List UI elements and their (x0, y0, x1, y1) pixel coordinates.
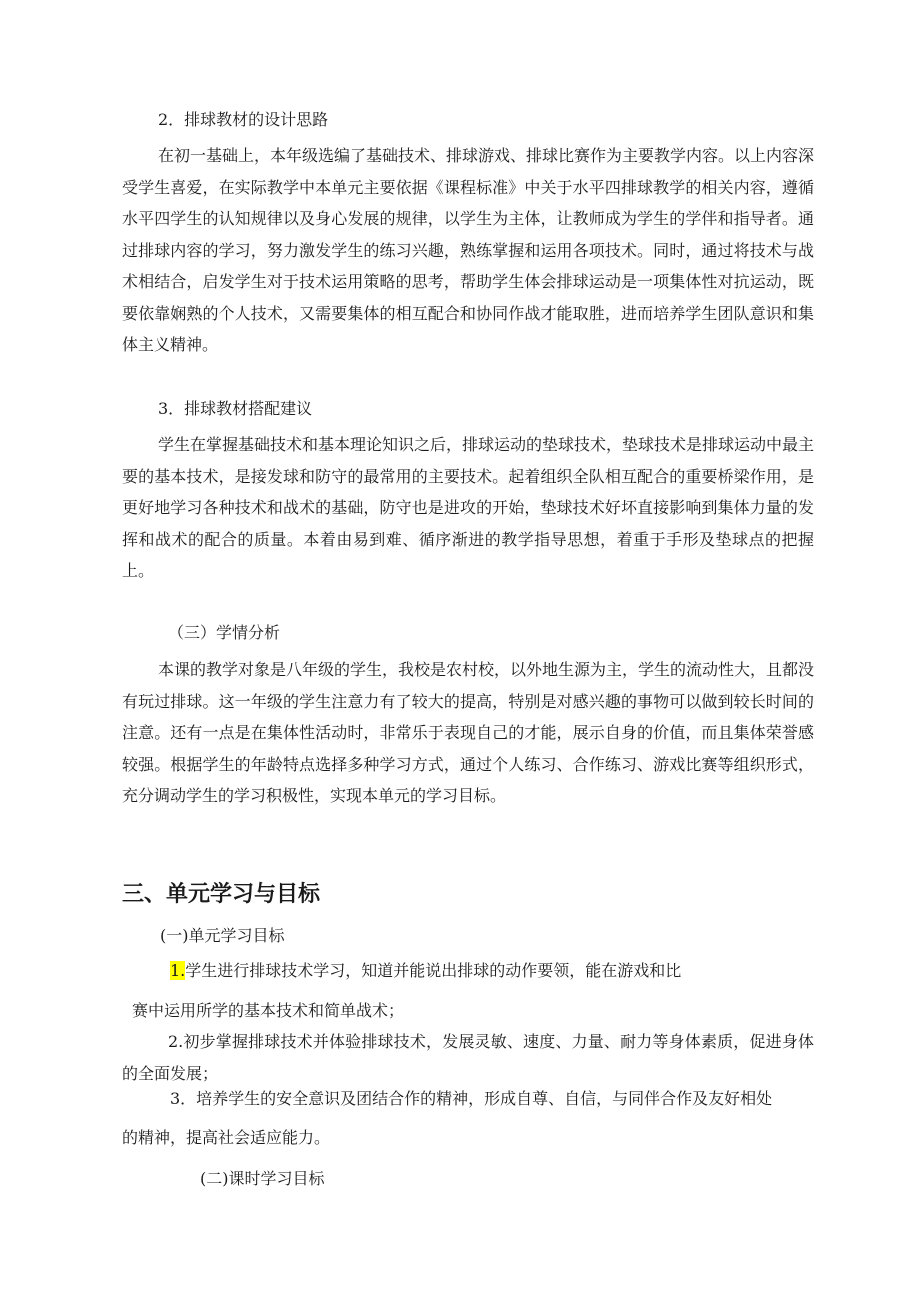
paragraph-material-suggestions: 学生在掌握基础技术和基本理论知识之后，排球运动的垫球技术，垫球技术是排球运动中最主要的基本技术，是接发球和防守的最常用的主要技术。起着组织全队相互配合的重要桥梁作用，是更好地学习各种技术和战术的基础，防守也是进攻的开始，垫球技术好坏直接影响到集体力量的发挥和战术的配合的质量。本着由易到难、循序渐进的教学指导思想，着重于手形及垫球点的把握上。 (122, 435, 815, 580)
section-heading-student-analysis: （三）学情分析 (168, 623, 281, 642)
goal-1-line-1 (170, 960, 681, 982)
goal-1-line-2: 赛中运用所学的基本技术和简单战术； (132, 1001, 405, 1020)
goal-3-line-1: 3．培养学生的安全意识及团结合作的精神，形成自尊、自信，与同伴合作及友好相处 (170, 1089, 773, 1108)
unit-goals-heading: (一)单元学习目标 (160, 926, 285, 945)
goal-2: 2.初步掌握排球技术并体验排球技术，发展灵敏、速度、力量、耐力等身体素质，促进身体的全面发展； (122, 1032, 814, 1083)
lesson-goals-heading: (二)课时学习目标 (200, 1169, 325, 1188)
paragraph-design-ideas: 在初一基础上，本年级选编了基础技术、排球游戏、排球比赛作为主要教学内容。以上内容深受学生喜爱，在实际教学中本单元主要依据《课程标准》中关于水平四排球教学的相关内容，遵循水平四学生的认知规律以及身心发展的规律，以学生为主体，让教师成为学生的学伴和指导者。通过排球内容的学习，努力激发学生的练习兴趣，熟练掌握和运用各项技术。同时，通过将技术与战术相结合，启发学生对于技术运用策略的思考，帮助学生体会排球运动是一项集体性对抗运动，既要依靠娴熟的个人技术，又需要集体的相互配合和协同作战才能取胜，进而培养学生团队意识和集体主义精神。 (122, 146, 815, 354)
section-heading-material-suggestions: 3．排球教材搭配建议 (158, 399, 313, 418)
chapter-title: 三、单元学习与目标 (122, 882, 321, 907)
paragraph-student-analysis: 本课的教学对象是八年级的学生，我校是农村校，以外地生源为主，学生的流动性大，且都没有玩过排球。这一年级的学生注意力有了较大的提高，特别是对感兴趣的事物可以做到较长时间的注意。还有一点是在集体性活动时，非常乐于表现自己的才能，展示自身的价值，而且集体荣誉感较强。根据学生的年龄特点选择多种学习方式，通过个人练习、合作练习、游戏比赛等组织形式，充分调动学生的学习积极性，实现本单元的学习目标。 (122, 660, 815, 805)
goal-1-number: 1. (170, 961, 186, 980)
section-heading-design-ideas: 2．排球教材的设计思路 (158, 110, 329, 129)
goal-3-line-2: 的精神，提高社会适应能力。 (122, 1128, 331, 1147)
goal-1-text: 学生进行排球技术学习，知道并能说出排球的动作要领，能在游戏和比 (185, 961, 682, 980)
